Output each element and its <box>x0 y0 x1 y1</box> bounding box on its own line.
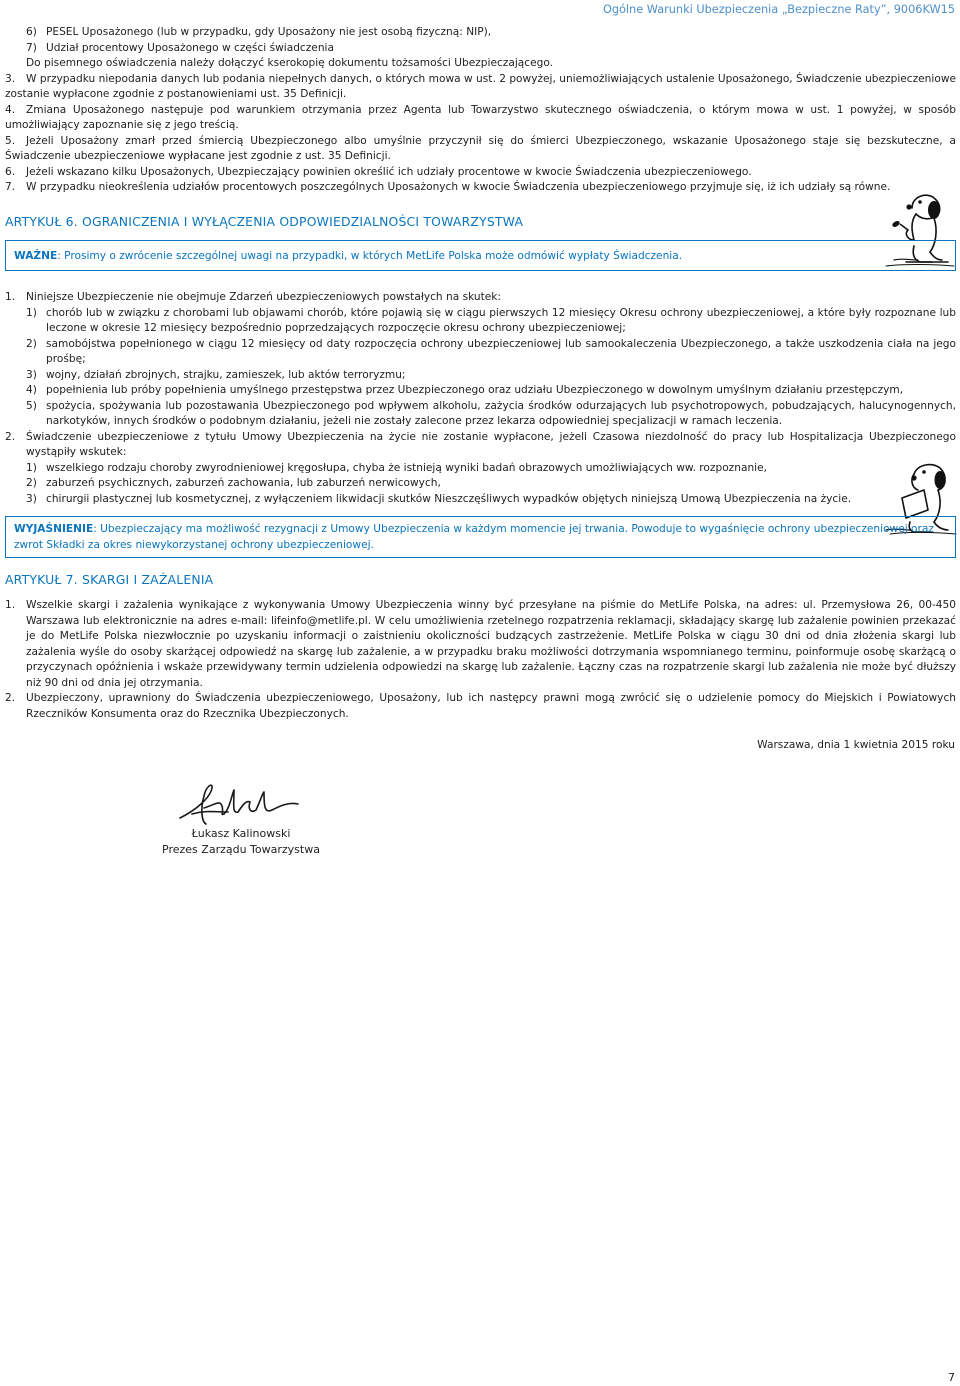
sub-item-text: PESEL Uposażonego (lub w przypadku, gdy Uposażony nie jest osobą fizyczną: NIP), <box>46 26 492 38</box>
paragraph-number: 2. <box>5 430 16 443</box>
list-item-number: 4) <box>26 384 37 396</box>
exclusion-list <box>5 461 956 508</box>
list-item-text: spożycia, spożywania lub pozostawania Ubezpieczonego pod wpływem alkoholu, zażycia środków odurzających lub psychotropowych, pobudzających, halucynogennych, narkotyków, innych środków o podobnym działaniu, jeżeli nie zostały zalecone przez lekarza odpowiedniej specjalizacji w ramach leczenia. <box>46 399 956 427</box>
list-item-number: 1) <box>26 461 37 474</box>
list-item-text: zaburzeń psychicznych, zaburzeń zachowania, lub zaburzeń nerwicowych, <box>46 477 441 489</box>
list-item-number: 3) <box>26 492 37 505</box>
list-item <box>5 461 956 477</box>
paragraph <box>5 290 956 306</box>
signatory-title: Prezes Zarządu Towarzystwa <box>162 843 320 856</box>
paragraph-text: Niniejsze Ubezpieczenie nie obejmuje Zdarzeń ubezpieczeniowych powstałych na skutek: <box>26 291 501 303</box>
list-item <box>5 337 956 368</box>
sub-item <box>5 41 956 57</box>
list-item-number: 2) <box>26 337 37 350</box>
sub-item-number: 7) <box>26 41 37 54</box>
list-item-text: wszelkiego rodzaju choroby zwyrodnieniowej kręgosłupa, chyba że istnieją wyniki badań obrazowych umożliwiających ww. rozpoznanie, <box>46 461 767 474</box>
paragraph-text: Jeżeli Uposażony zmarł przed śmiercią Ubezpieczonego albo umyślnie przyczynił się do śmierci Ubezpieczonego, wskazanie Uposażonego staje się bezskuteczne, a Świadczenie ubezpieczeniowe wypłacane jest zgodnie z ust. 35 Definicji. <box>5 134 956 162</box>
sub-item-text: Udział procentowy Uposażonego w części świadczenia <box>46 41 334 54</box>
list-item <box>5 383 956 399</box>
paragraph <box>5 165 956 181</box>
notice-text: : Prosimy o zwrócenie szczególnej uwagi na przypadki, w których MetLife Polska może odmówić wypłaty Świadczenia. <box>57 250 683 262</box>
explanation-text: : Ubezpieczający ma możliwość rezygnacji z Umowy Ubezpieczenia w każdym momencie jej trwania. Powoduje to wygaśnięcie ochrony ubezpieczeniowej oraz zwrot Składki za okres niewykorzystanej ochrony ubezpieczeniowej. <box>14 523 934 551</box>
paragraph-number: 6. <box>5 165 16 178</box>
paragraph-number: 4. <box>5 103 16 116</box>
paragraph-text: Ubezpieczony, uprawniony do Świadczenia ubezpieczeniowego, Uposażony, lub ich następcy prawni mogą zwrócić się o udzielenie pomocy do Miejskich i Powiatowych Rzeczników Konsumenta oraz do Rzecznika Ubezpieczonych. <box>26 692 956 720</box>
paragraph <box>5 103 956 134</box>
exclusion-list <box>5 306 956 430</box>
place-and-date: Warszawa, dnia 1 kwietnia 2015 roku <box>757 739 955 751</box>
paragraph <box>5 72 956 103</box>
list-item-number: 5) <box>26 399 37 412</box>
paragraph <box>5 180 956 196</box>
sub-item <box>5 25 956 41</box>
handwritten-signature <box>176 780 302 828</box>
paragraph-text: W przypadku nieokreślenia udziałów procentowych poszczególnych Uposażonych w kwocie Świadczenia ubezpieczeniowego przyjmuje się, iż ich udziały są równe. <box>26 181 891 193</box>
list-item-number: 1) <box>26 306 37 319</box>
list-item-number: 2) <box>26 477 37 489</box>
paragraph <box>5 430 956 461</box>
paragraph-text: Zmiana Uposażonego następuje pod warunkiem otrzymania przez Agenta lub Towarzystwo skutecznego oświadczenia, o którym mowa w ust. 1 powyżej, w sposób umożliwiający zapoznanie się z jego treścią. <box>5 103 956 131</box>
beneficiary-section <box>5 25 956 196</box>
list-item-text: chorób lub w związku z chorobami lub objawami chorób, które pojawią się w ciągu pierwszych 12 miesięcy Okresu ochrony ubezpieczeniowej, a które były rozpoznane lub leczone w okresie 12 miesięcy bezpośrednio poprzedzających rozpoczęcie okresu ochrony ubezpieczeniowej; <box>46 306 956 334</box>
list-item <box>5 399 956 430</box>
list-item-text: samobójstwa popełnionego w ciągu 12 miesięcy od daty rozpoczęcia ochrony ubezpieczeniowej lub samookaleczenia Ubezpieczonego, a także uszkodzenia ciała na jego prośbę; <box>46 337 956 365</box>
signatory <box>150 826 332 858</box>
list-item <box>5 368 956 384</box>
paragraph-number: 7. <box>5 181 16 193</box>
list-item-text: chirurgii plastycznej lub kosmetycznej, z wyłączeniem likwidacji skutków Nieszczęśliwych wypadków objętych niniejszą Umową Ubezpieczenia na życie. <box>46 492 852 505</box>
signatory-name: Łukasz Kalinowski <box>191 827 291 840</box>
paragraph-text: W przypadku niepodania danych lub podania niepełnych danych, o których mowa w ust. 2 powyżej, uniemożliwiających ustalenie Uposażonego, Świadczenie ubezpieczeniowe zostanie wypłacone zgodnie z postanowieniami ust. 35 Definicji. <box>5 72 956 100</box>
article-6-title: ARTYKUŁ 6. OGRANICZENIA I WYŁĄCZENIA ODPOWIEDZIALNOŚCI TOWARZYSTWA <box>5 214 524 229</box>
paragraph-number: 5. <box>5 134 16 147</box>
running-header: Ogólne Warunki Ubezpieczenia „Bezpieczne Raty”, 9006KW15 <box>602 3 955 16</box>
paragraph-number: 2. <box>5 692 16 704</box>
note-text: Do pisemnego oświadczenia należy dołączyć kserokopię dokumentu tożsamości Ubezpieczającego. <box>26 57 554 69</box>
page-number: 7 <box>948 1371 955 1384</box>
list-item <box>5 476 956 492</box>
explanation-label: WYJAŚNIENIE <box>14 523 94 535</box>
article-7-body <box>5 598 956 722</box>
explanation-box <box>5 516 956 558</box>
list-item <box>5 306 956 337</box>
list-item-text: popełnienia lub próby popełnienia umyślnego przestępstwa przez Ubezpieczonego oraz udziału Ubezpieczonego w dowolnym umyślnym działaniu przestępczym, <box>46 384 904 396</box>
sub-item-number: 6) <box>26 26 37 38</box>
paragraph-text: Jeżeli wskazano kilku Uposażonych, Ubezpieczający powinien określić ich udziały procentowe w kwocie Świadczenia ubezpieczeniowego. <box>26 165 752 178</box>
paragraph <box>5 598 956 691</box>
list-item-text: wojny, działań zbrojnych, strajku, zamieszek, lub aktów terroryzmu; <box>46 368 406 381</box>
article-6-body <box>5 290 956 507</box>
important-notice-box <box>5 240 956 271</box>
list-item-number: 3) <box>26 368 37 381</box>
paragraph <box>5 691 956 722</box>
paragraph-number: 3. <box>5 72 16 85</box>
list-item <box>5 492 956 508</box>
paragraph-number: 1. <box>5 291 16 303</box>
paragraph <box>5 134 956 165</box>
article-7-title: ARTYKUŁ 7. SKARGI I ZAŻALENIA <box>5 572 214 587</box>
paragraph-text: Wszelkie skargi i zażalenia wynikające z wykonywania Umowy Ubezpieczenia winny być przesyłane na piśmie do MetLife Polska, na adres: ul. Przemysłowa 26, 00-450 Warszawa lub elektronicznie na adres e-mail: lifeinfo@metlife.pl. W celu umożliwienia rzetelnego rozpatrzenia reklamacji, składający skargę lub zażalenie powinien przekazać je do MetLife Polska niezwłocznie po uzyskaniu informacji o zaistnieniu okoliczności budzących zastrzeżenie. MetLife Polska w ciągu 30 dni od dnia złożenia skargi lub zażalenia wyśle do osoby skarżącej odpowiedź na skargę lub zażalenie, a w przypadku braku możliwości dotrzymania wspomnianego terminu, poinformuje osobę skarżącą o przyczynach opóźnienia i wskaże przewidywany termin udzielenia odpowiedzi na skargę lub zażalenie. Łączny czas na rozpatrzenie skargi lub zażalenia nie może być dłuższy niż 90 dni od dnia jej otrzymania. <box>26 599 956 689</box>
paragraph-number: 1. <box>5 599 16 611</box>
notice-label: WAŻNE <box>14 250 58 262</box>
paragraph-text: Świadczenie ubezpieczeniowe z tytułu Umowy Ubezpieczenia na życie nie zostanie wypłacone, jeżeli Czasowa niezdolność do pracy lub Hospitalizacja Ubezpieczonego wystąpiły wskutek: <box>26 430 956 458</box>
